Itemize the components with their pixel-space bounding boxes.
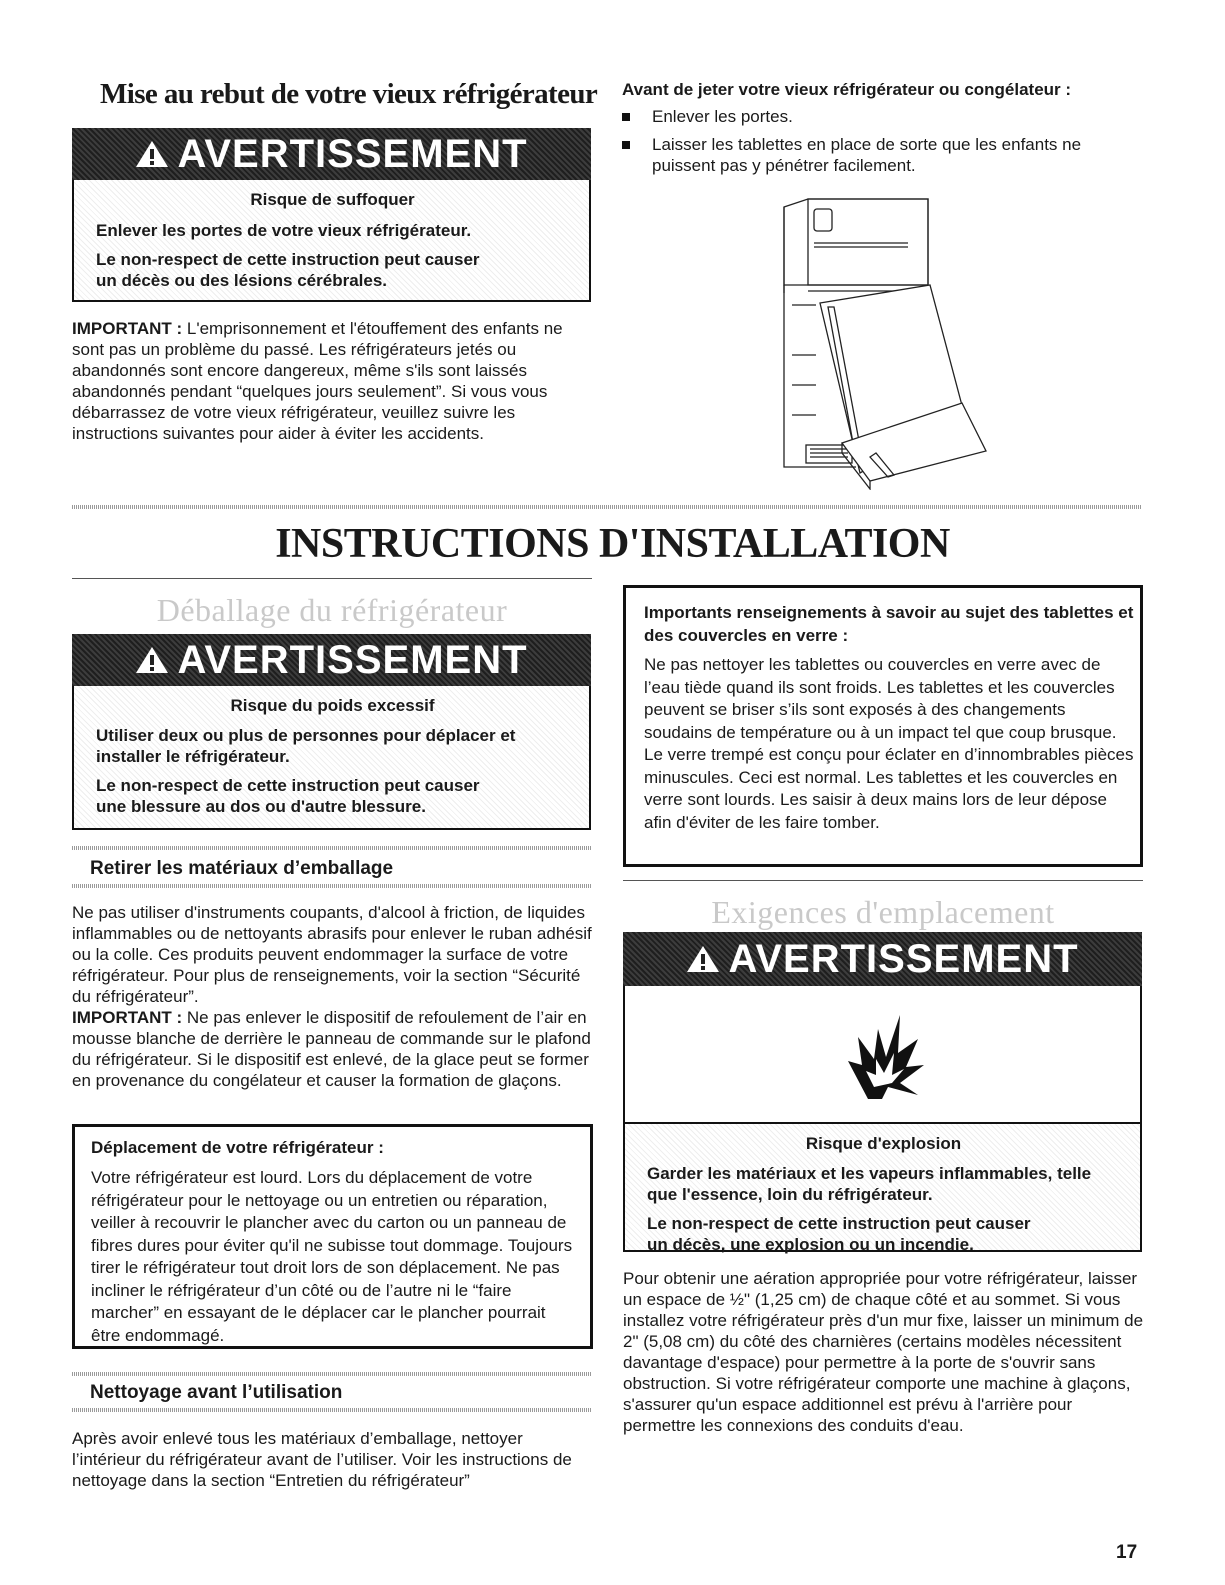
before-disposal-heading: Avant de jeter votre vieux réfrigérateur ou congélateur : (622, 80, 1072, 99)
warning-consequence-2: un décès, une explosion ou un incendie. (647, 1235, 974, 1254)
warning-banner (72, 634, 591, 686)
warning-triangle-icon (686, 944, 720, 974)
moving-box-title: Déplacement de votre réfrigérateur : (91, 1138, 384, 1157)
warning-banner-text: AVERTISSEMENT (728, 936, 1079, 981)
disposal-title: Mise au rebut de votre vieux réfrigérateur (100, 78, 598, 110)
page-number: 17 (1116, 1542, 1138, 1563)
bullet-icon (622, 141, 630, 149)
unpacking-section-title: Déballage du réfrigérateur (156, 592, 508, 628)
warning-instruction-1: Garder les matériaux et les vapeurs inflammables, telle (647, 1164, 1092, 1183)
suffocation-warning (72, 128, 591, 302)
warning-instruction: Enlever les portes de votre vieux réfrigérateur. (96, 221, 472, 240)
warning-consequence-1: Le non-respect de cette instruction peut causer (96, 250, 480, 269)
refrigerator-doors-removed-illustration (776, 195, 992, 490)
warning-consequence-2: une blessure au dos ou d'autre blessure. (96, 797, 426, 816)
moving-box-text: Votre réfrigérateur est lourd. Lors du déplacement de votre réfrigérateur pour le nettoyage ou un entretien ou réparation, veiller à recouvrir le plancher avec du carton ou un panneau de fibres dures pour éviter qu'il ne subisse tout dommage. Toujours tirer le réfrigérateur tout droit lors de son déplacement. Ne pas incliner le réfrigérateur d’un côté ou de l’autre ni le “faire marcher” en essayant de le déplacer car le plancher pourrait être endommagé. (91, 1168, 573, 1345)
moving-fridge-box (72, 1124, 593, 1349)
packaging-paragraph: Ne pas utiliser d'instruments coupants, d'alcool à friction, de liquides inflammables ou de nettoyants abrasifs pour enlever le ruban adhésif ou la colle. Ces produits peuvent endommager la surface de votre réfrigérateur. Pour plus de renseignements, voir la section “Sécurité du réfrigérateur”. (72, 903, 592, 1006)
clearance-paragraph: Pour obtenir une aération appropriée pour votre réfrigérateur, laisser un espace de ½" (1,25 cm) de chaque côté et au sommet. Si vous installez votre réfrigérateur près d'un mur fixe, laisser un minimum de 2" (5,08 cm) du côté des charnières (certains modèles nécessitent davantage d'espace) pour permettre à la porte de s'ouvrir sans obstruction. Si votre réfrigérateur comporte une machine à glaçons, s'assurer qu'un espace additionnel est prévu à l'arrière pour permettre les connexions des conduits d'eau. (623, 1269, 1144, 1435)
column-rule (72, 578, 592, 579)
list-item (622, 106, 1142, 127)
warning-instruction-2: que l'essence, loin du réfrigérateur. (647, 1185, 933, 1204)
explosion-icon (838, 1009, 928, 1099)
hazard-label: Risque de suffoquer (250, 190, 415, 209)
list-item-text: Laisser les tablettes en place de sorte que les enfants ne puissent pas y pénétrer facilement. (652, 135, 1082, 175)
cleaning-heading: Nettoyage avant l’utilisation (90, 1382, 343, 1403)
subsection-rule (72, 846, 592, 850)
warning-consequence-2: un décès ou des lésions cérébrales. (96, 271, 388, 290)
hazard-label: Risque du poids excessif (230, 696, 435, 715)
cleaning-paragraph: Après avoir enlevé tous les matériaux d’emballage, nettoyer l’intérieur du réfrigérateur avant de l’utiliser. Voir les instructions de nettoyage dans la section “Entretien du réfrigérateur” (72, 1429, 572, 1490)
list-item-text: Enlever les portes. (652, 107, 793, 126)
glass-box-text: Ne pas nettoyer les tablettes ou couvercles en verre avec de l’eau tiède quand ils sont froids. Les tablettes et les couvercles peuvent se briser s’ils sont exposés à des changements soudains de température ou à un impact tel que coup brusque. Le verre trempé est conçu pour éclater en d’innombrables pièces minuscules. Ceci est normal. Les tablettes et les couvercles en verre sont lourds. Les saisir à deux mains lors de leur dépose afin d'éviter de les faire tomber. (644, 655, 1134, 832)
warning-consequence-1: Le non-respect de cette instruction peut causer (647, 1214, 1031, 1233)
list-item (622, 134, 1142, 176)
subsection-rule (72, 1372, 592, 1376)
hazard-label: Risque d'explosion (805, 1134, 962, 1153)
important-label: IMPORTANT : (72, 319, 183, 338)
important-text: L'emprisonnement et l'étouffement des enfants ne sont pas un problème du passé. Les réfrigérateurs jetés ou abandonnés sont encore dangereux, même s'ils sont laissés abandonnés pendant “quelques jours seulement”. Si vous vous débarrassez de votre vieux réfrigérateur, veuillez suivre les instructions suivantes pour aider à éviter les accidents. (72, 319, 563, 443)
disposal-important (72, 318, 592, 444)
warning-instruction-2: installer le réfrigérateur. (96, 747, 290, 766)
warning-banner (72, 128, 591, 180)
warning-banner-text: AVERTISSEMENT (177, 131, 528, 176)
explosion-warning (623, 932, 1142, 1252)
warning-triangle-icon (135, 645, 169, 675)
column-rule (623, 880, 1143, 881)
packaging-important (72, 1007, 592, 1091)
glass-box-title: Importants renseignements à savoir au sujet des tablettes et des couvercles en verre : (644, 603, 1134, 645)
subsection-rule (72, 1408, 592, 1412)
important-text: Ne pas enlever le dispositif de refoulement de l’air en mousse blanche de derrière le panneau de commande sur le plafond du réfrigérateur. Si le dispositif est enlevé, de la glace peut se former en provenance du congélateur et causer la formation de glaçons. (72, 1008, 591, 1090)
warning-consequence-1: Le non-respect de cette instruction peut causer (96, 776, 480, 795)
remove-packaging-heading: Retirer les matériaux d’emballage (90, 858, 394, 879)
subsection-rule (72, 884, 592, 888)
warning-banner (623, 932, 1142, 986)
bullet-list (622, 106, 1142, 176)
section-divider (72, 505, 1142, 509)
warning-banner-text: AVERTISSEMENT (177, 637, 528, 682)
location-section-title: Exigences d'emplacement (711, 894, 1055, 930)
warning-instruction-1: Utiliser deux ou plus de personnes pour déplacer et (96, 726, 516, 745)
main-title: INSTRUCTIONS D'INSTALLATION (275, 521, 950, 567)
weight-warning (72, 634, 591, 830)
warning-triangle-icon (135, 139, 169, 169)
bullet-icon (622, 113, 630, 121)
important-label: IMPORTANT : (72, 1008, 183, 1027)
glass-shelves-box (623, 585, 1143, 867)
